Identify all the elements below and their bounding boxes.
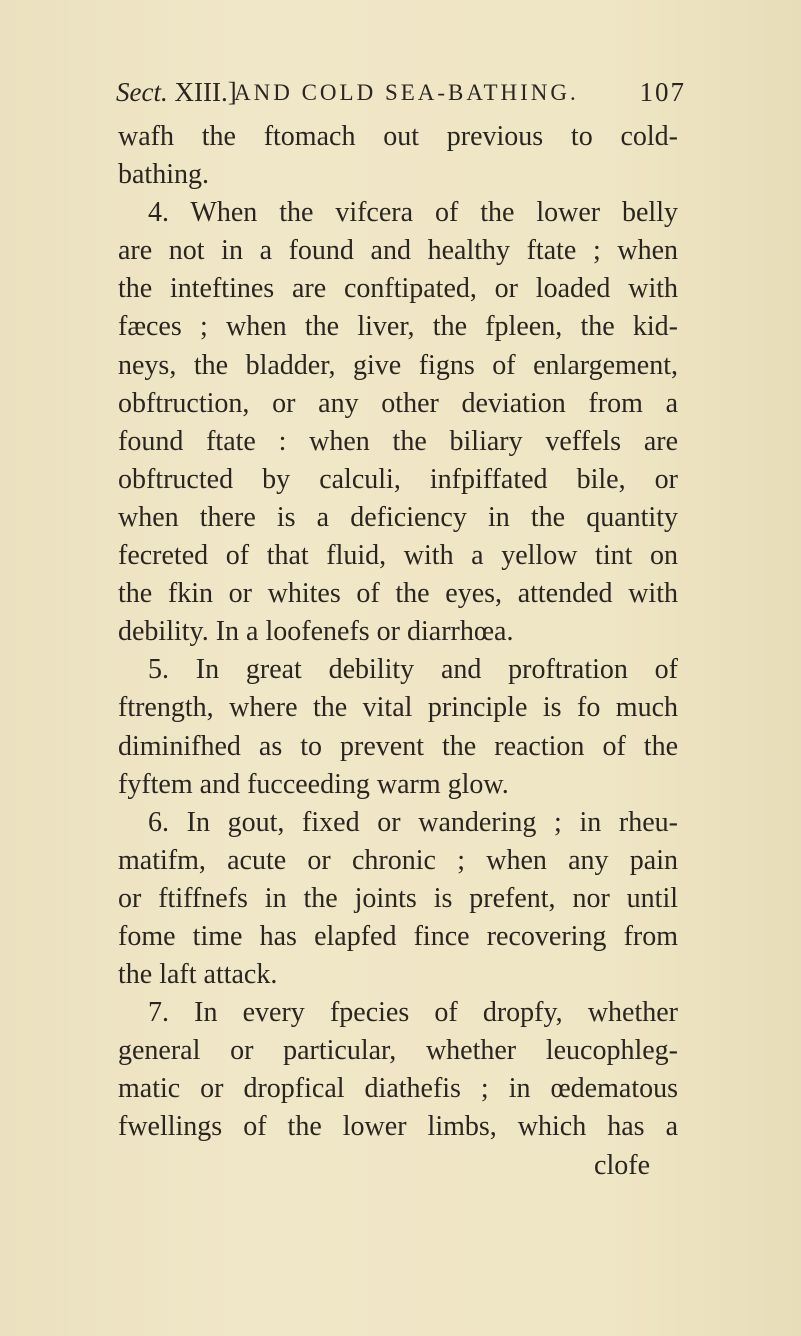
- text-line: neys, the bladder, give figns of enlargement,: [118, 349, 678, 381]
- text-line: fome time has elapfed fince recovering from: [118, 920, 678, 952]
- text-line: fwellings of the lower limbs, which has a: [118, 1111, 678, 1143]
- text-line: the laft attack.: [118, 959, 278, 991]
- text-line: obftructed by calculi, infpiffated bile, or: [118, 463, 678, 495]
- text-line: the inteftines are conftipated, or loaded with: [118, 273, 678, 305]
- text-line: found ftate : when the biliary veffels are: [118, 425, 678, 457]
- text-line: fecreted of that fluid, with a yellow tint on: [118, 540, 678, 572]
- running-title: AND COLD SEA-BATHING.: [234, 80, 579, 105]
- text-line: fyftem and fucceeding warm glow.: [118, 768, 509, 800]
- text-line: diminifhed as to prevent the reaction of the: [118, 730, 678, 762]
- text-line: 7. In every fpecies of dropfy, whether: [148, 997, 678, 1029]
- text-line: are not in a found and healthy ftate ; when: [118, 235, 678, 267]
- text-line: wafh the ftomach out previous to cold-: [118, 121, 678, 152]
- text-line: matifm, acute or chronic ; when any pain: [118, 844, 678, 876]
- text-line: 5. In great debility and proftration of: [148, 654, 678, 686]
- text-line: fæces ; when the liver, the fpleen, the kid-: [118, 311, 678, 343]
- text-line: general or particular, whether leucophleg-: [118, 1035, 678, 1067]
- section-abbrev: Sect.: [116, 77, 168, 107]
- text-line: ftrength, where the vital principle is fo much: [118, 692, 678, 724]
- text-line: or ftiffnefs in the joints is prefent, nor until: [118, 882, 678, 914]
- running-head: [116, 74, 686, 110]
- text-line: 4. When the vifcera of the lower belly: [148, 197, 678, 229]
- text-line: obftruction, or any other deviation from a: [118, 387, 678, 419]
- catchword: clofe: [594, 1149, 650, 1181]
- text-line: the fkin or whites of the eyes, attended with: [118, 578, 678, 610]
- section-number: XIII.]: [167, 77, 237, 107]
- text-line: when there is a deficiency in the quantity: [118, 501, 678, 533]
- body-text: [118, 118, 678, 1185]
- text-line: debility. In a loofenefs or diarrhœa.: [118, 616, 514, 648]
- section-reference: [116, 74, 237, 110]
- text-line: matic or dropfical diathefis ; in œdematous: [118, 1073, 678, 1105]
- page-number: 107: [639, 77, 686, 107]
- text-line: 6. In gout, fixed or wandering ; in rheu-: [148, 806, 678, 838]
- text-line: bathing.: [118, 159, 209, 191]
